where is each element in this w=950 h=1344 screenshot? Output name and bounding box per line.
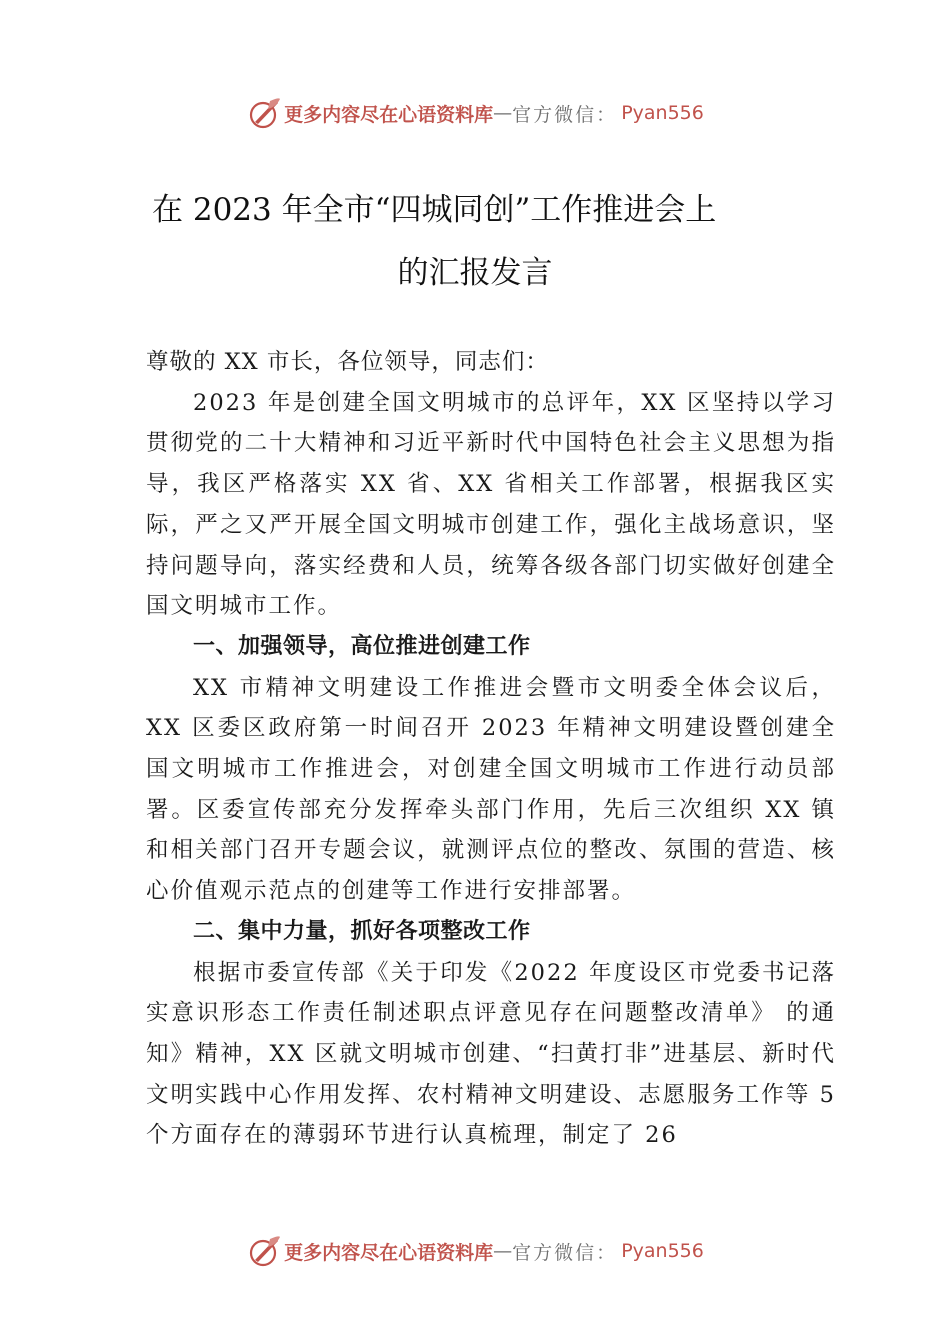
watermark-separator: — (493, 1240, 513, 1262)
paragraph-2: XX 市精神文明建设工作推进会暨市文明委全体会议后，XX 区委区政府第一时间召开 2023 年精神文明建设暨创建全国文明城市工作推进会，对创建全国文明城市工作进行动员部署。区委宣传部充分发挥牵头部门作用，先后三次组织 XX 镇和相关部门召开专题会议，就测评点位的整改、氛围的营造、核心价值观示范点的创建等工作进行安排部署。 (146, 674, 836, 905)
paragraph-1: 2023 年是创建全国文明城市的总评年，XX 区坚持以学习贯彻党的二十大精神和习近平新时代中国特色社会主义思想为指导，我区严格落实 XX 省、XX 省相关工作部署，根据我区实际，严之又严开展全国文明城市创建工作，强化主战场意识，坚持问题导向，落实经费和人员，统筹各级各部门切实做好创建全国文明城市工作。 (146, 389, 836, 620)
watermark-main-text: 更多内容尽在心语资料库 (284, 103, 494, 126)
watermark-footer (0, 1231, 950, 1271)
watermark-id: Pyan556 (621, 102, 704, 124)
greeting: 尊敬的 XX 市长，各位领导，同志们： (146, 349, 549, 375)
watermark-label: 官方微信： (512, 1241, 618, 1264)
paragraph-3: 根据市委宣传部《关于印发《2022 年度设区市党委书记落实意识形态工作责任制述职点评意见存在问题整改清单》 的通知》精神，XX 区就文明城市创建、“扫黄打非”进基层、新时代文明实践中心作用发挥、农村精神文明建设、志愿服务工作等 5 个方面存在的薄弱环节进行认真梳理，制定了 26 (146, 959, 836, 1149)
watermark-main-text: 更多内容尽在心语资料库 (284, 1241, 494, 1264)
document-body (146, 342, 836, 1156)
document-title-line-2: 的汇报发言 (397, 255, 553, 291)
section-heading-2: 二、集中力量，抓好各项整改工作 (193, 918, 531, 944)
quill-pen-logo-icon (246, 1233, 282, 1269)
watermark-header (0, 93, 950, 133)
quill-pen-logo-icon (246, 95, 282, 131)
section-heading-1: 一、加强领导，高位推进创建工作 (193, 633, 531, 659)
document-title-line-1: 在 2023 年全市“四城同创”工作推进会上 (152, 192, 717, 228)
watermark-label: 官方微信： (512, 103, 618, 126)
watermark-id: Pyan556 (621, 1240, 704, 1262)
watermark-separator: — (493, 102, 513, 124)
